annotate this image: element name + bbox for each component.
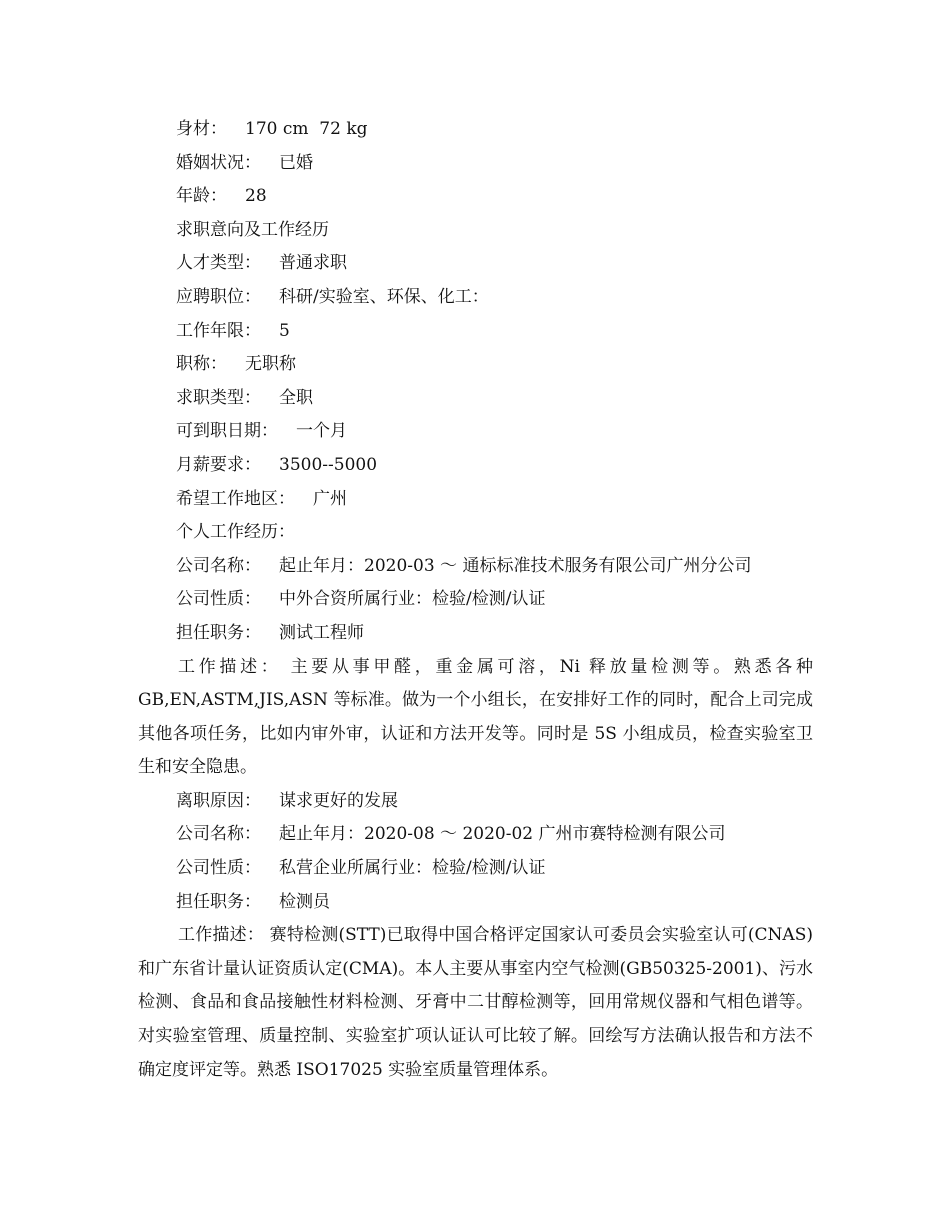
- job1-nature-label: 公司性质：: [176, 589, 261, 610]
- job2-nature-row: [138, 852, 813, 886]
- experience-heading: [138, 516, 813, 550]
- available-label: 可到职日期：: [176, 421, 278, 442]
- intention-heading: [138, 214, 813, 248]
- job1-role-label: 担任职务：: [176, 622, 261, 643]
- job2-role-value: 检测员: [279, 891, 330, 912]
- job1-leave-row: [138, 785, 813, 819]
- position-row: [138, 281, 813, 315]
- job2-company-row: [138, 818, 813, 852]
- job2-nature-value: 私营企业所属行业：检验/检测/认证: [279, 858, 546, 879]
- job1-role-value: 测试工程师: [279, 622, 364, 643]
- title-value: 无职称: [245, 354, 296, 375]
- salary-row: [138, 449, 813, 483]
- talent-type-row: [138, 247, 813, 281]
- job1-role-row: [138, 617, 813, 651]
- region-label: 希望工作地区：: [176, 488, 295, 509]
- marital-row: [138, 147, 813, 181]
- age-value: 28: [245, 186, 267, 207]
- job2-company-value: 起止年月：2020-08 ～ 2020-02 广州市赛特检测有限公司: [279, 824, 726, 845]
- job-type-row: [138, 382, 813, 416]
- region-value: 广州: [313, 488, 347, 509]
- age-row: [138, 180, 813, 214]
- salary-label: 月薪要求：: [176, 454, 261, 475]
- job1-company-label: 公司名称：: [176, 555, 261, 576]
- job1-leave-value: 谋求更好的发展: [279, 790, 398, 811]
- job1-nature-row: [138, 583, 813, 617]
- marital-label: 婚姻状况：: [176, 152, 261, 173]
- talent-type-value: 普通求职: [279, 253, 347, 274]
- experience-heading-text: 个人工作经历：: [176, 522, 295, 543]
- job1-description: 工作描述： 主要从事甲醛，重金属可溶，Ni 释放量检测等。熟悉各种 GB,EN,ASTM,JIS,ASN 等标准。做为一个小组长，在安排好工作的同时，配合上司完成其他各项任务，比如内审外审，认证和方法开发等。同时是 5S 小组成员，检查实验室卫生和安全隐患。: [138, 656, 813, 778]
- title-label: 职称：: [176, 354, 227, 375]
- job2-company-label: 公司名称：: [176, 824, 261, 845]
- talent-type-label: 人才类型：: [176, 253, 261, 274]
- position-value: 科研/实验室、环保、化工：: [279, 286, 489, 307]
- region-row: [138, 483, 813, 517]
- height-weight-row: [138, 113, 813, 147]
- job2-role-row: [138, 886, 813, 920]
- job1-company-value: 起止年月：2020-03 ～ 通标标准技术服务有限公司广州分公司: [279, 555, 752, 576]
- job2-role-label: 担任职务：: [176, 891, 261, 912]
- job-type-value: 全职: [279, 387, 313, 408]
- job2-nature-label: 公司性质：: [176, 858, 261, 879]
- job1-leave-label: 离职原因：: [176, 790, 261, 811]
- position-label: 应聘职位：: [176, 286, 261, 307]
- age-label: 年龄：: [176, 186, 227, 207]
- intention-heading-text: 求职意向及工作经历: [176, 219, 329, 240]
- marital-value: 已婚: [279, 152, 313, 173]
- available-value: 一个月: [296, 421, 347, 442]
- available-row: [138, 415, 813, 449]
- years-row: [138, 315, 813, 349]
- resume-content: [138, 113, 813, 1087]
- height-weight-value: 170 cm 72 kg: [245, 119, 368, 139]
- salary-value: 3500--5000: [279, 454, 378, 475]
- years-label: 工作年限：: [176, 320, 261, 341]
- title-row: [138, 348, 813, 382]
- job1-company-row: [138, 550, 813, 584]
- height-weight-label: 身材：: [176, 119, 227, 139]
- job1-nature-value: 中外合资所属行业：检验/检测/认证: [279, 589, 546, 610]
- job-type-label: 求职类型：: [176, 387, 261, 408]
- job2-description: 工作描述： 赛特检测(STT)已取得中国合格评定国家认可委员会实验室认可(CNAS)和广东省计量认证资质认定(CMA)。本人主要从事室内空气检测(GB50325-2001)、污水检测、食品和食品接触性材料检测、牙膏中二甘醇检测等，回用常规仪器和气相色谱等。对实验室管理、质量控制、实验室扩项认证认可比较了解。回绘写方法确认报告和方法不确定度评定等。熟悉 ISO17025 实验室质量管理体系。: [138, 925, 813, 1080]
- years-value: 5: [279, 320, 290, 341]
